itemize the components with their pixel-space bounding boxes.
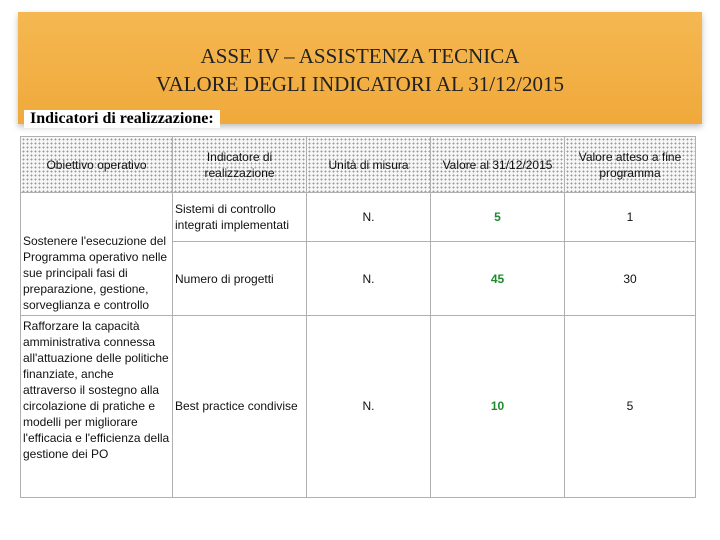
target-cell: 1 [565, 193, 696, 242]
column-header-unit: Unità di misura [307, 137, 431, 193]
column-header-objective: Obiettivo operativo [21, 137, 173, 193]
title-banner [18, 12, 702, 124]
section-subtitle: Indicatori di realizzazione: [24, 110, 220, 128]
page-title-line-1: ASSE IV – ASSISTENZA TECNICA [200, 44, 520, 68]
value-cell: 5 [431, 193, 565, 242]
indicator-cell: Best practice condivise [173, 315, 307, 497]
column-header-value: Valore al 31/12/2015 [431, 137, 565, 193]
value-cell: 45 [431, 242, 565, 315]
value-cell: 10 [431, 315, 565, 497]
indicators-table [20, 136, 696, 498]
column-header-target: Valore atteso a fine programma [565, 137, 696, 193]
unit-cell: N. [307, 242, 431, 315]
objective-cell-2: Rafforzare la capacità amministrativa connessa all'attuazione delle politiche finanziate, anche attraverso il sostegno alla circolazione di pratiche e modelli per migliorare l'efficacia e l'efficienza della gestione dei PO [21, 315, 173, 497]
indicator-cell: Sistemi di controllo integrati implementati [173, 193, 307, 242]
target-cell: 30 [565, 242, 696, 315]
unit-cell: N. [307, 315, 431, 497]
unit-cell: N. [307, 193, 431, 242]
objective-cell-1: Sostenere l'esecuzione del Programma operativo nelle sue principali fasi di preparazione, gestione, sorveglianza e controllo [21, 193, 173, 315]
target-cell: 5 [565, 315, 696, 497]
table-row [21, 193, 696, 242]
table-row [21, 315, 696, 497]
table-header-row [21, 137, 696, 193]
page-title-line-2: VALORE DEGLI INDICATORI AL 31/12/2015 [156, 72, 564, 96]
indicator-cell: Numero di progetti [173, 242, 307, 315]
column-header-indicator: Indicatore di realizzazione [173, 137, 307, 193]
